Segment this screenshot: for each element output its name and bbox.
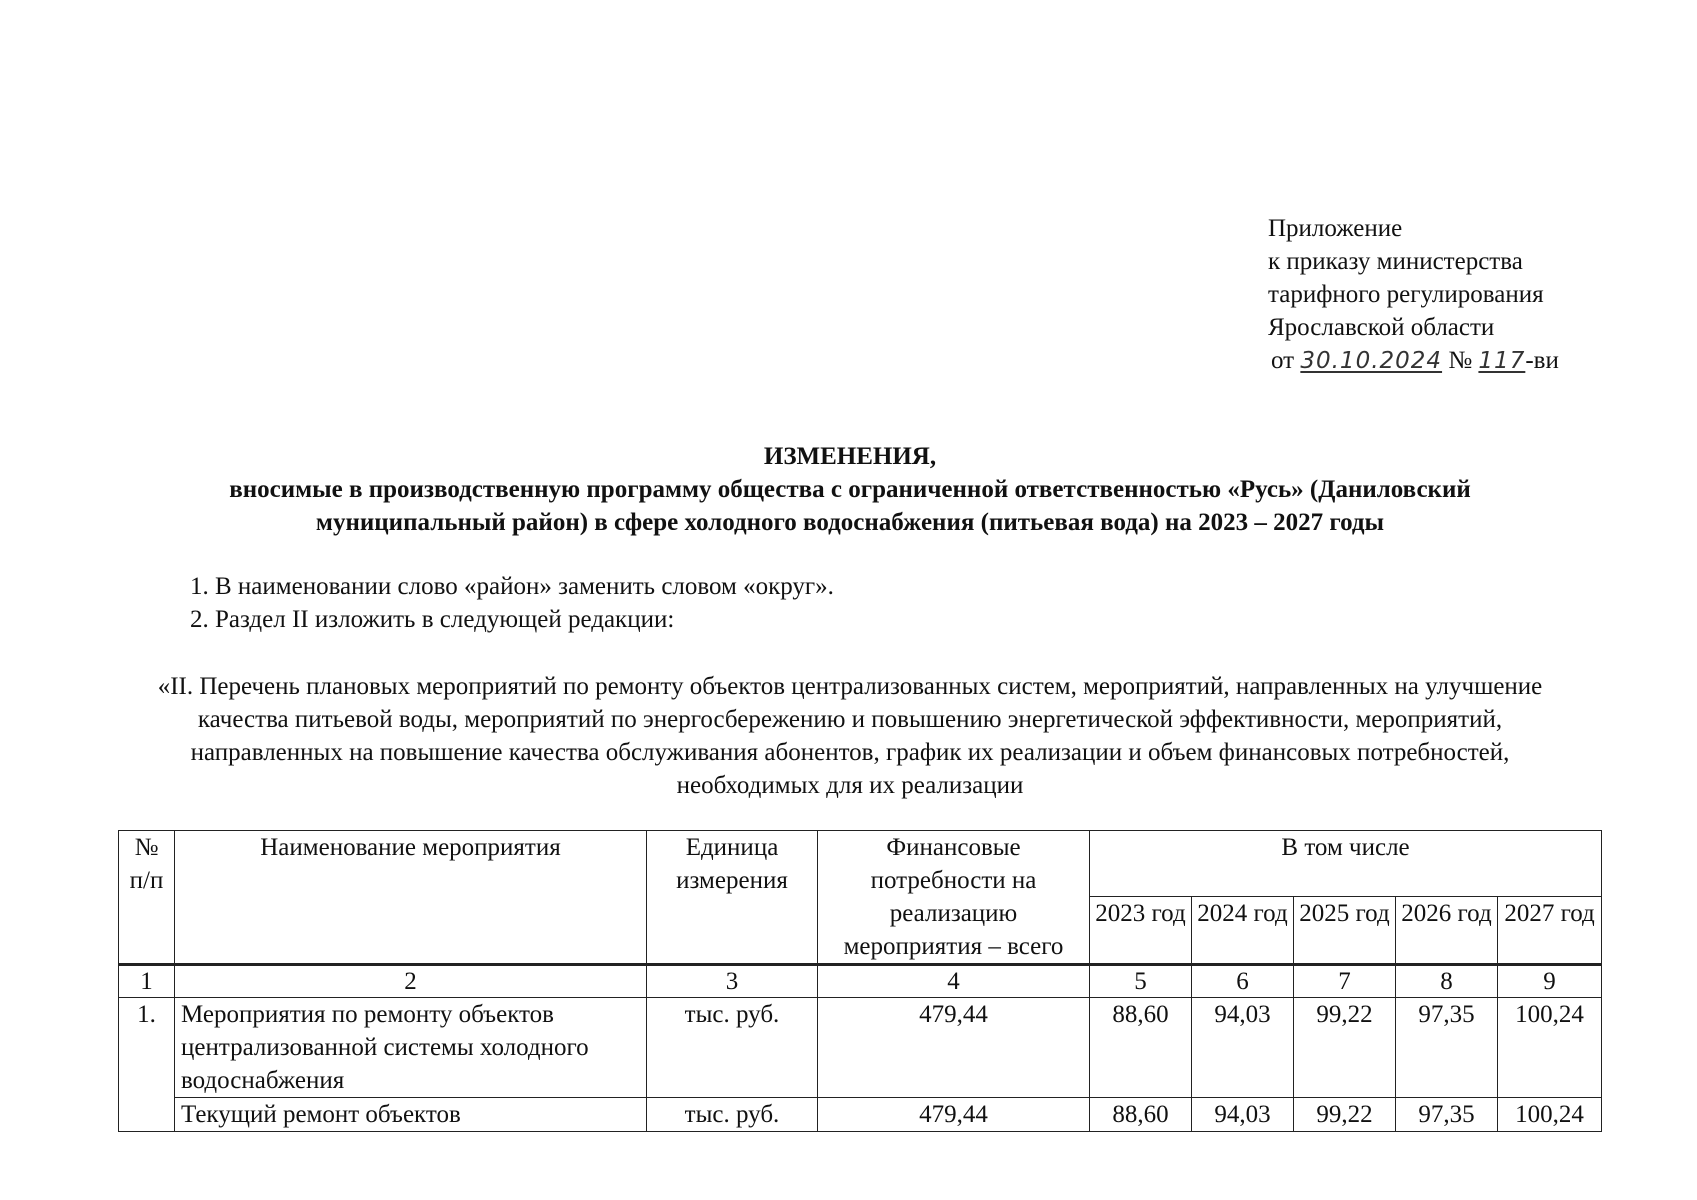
header-total: Финансовые потребности на реализацию мероприятия – всего — [818, 831, 1090, 965]
appendix-line: к приказу министерства — [1268, 248, 1523, 275]
order-number: 117 — [1478, 348, 1526, 374]
column-number: 9 — [1498, 965, 1602, 998]
table-header-row — [119, 831, 1602, 897]
header-name: Наименование мероприятия — [175, 831, 647, 965]
measures-table — [118, 830, 1602, 1132]
column-number: 8 — [1396, 965, 1498, 998]
header-year: 2026 год — [1396, 897, 1498, 965]
appendix-line: тарифного регулирования — [1268, 281, 1544, 308]
title-subtitle: вносимые в производственную программу общества с ограниченной ответственностью «Русь» (Даниловский муниципальный район) в сфере холодного водоснабжения (питьевая вода) на 2023 – 2027 годы — [229, 476, 1471, 536]
change-item: 2. Раздел II изложить в следующей редакции: — [190, 606, 675, 633]
row-total: 479,44 — [818, 998, 1090, 1098]
row-name: Мероприятия по ремонту объектов централизованной системы холодного водоснабжения — [175, 998, 647, 1098]
row-value: 94,03 — [1192, 998, 1294, 1098]
header-year: 2024 год — [1192, 897, 1294, 965]
date-prefix: от — [1271, 347, 1295, 374]
column-number: 4 — [818, 965, 1090, 998]
change-items — [190, 570, 834, 636]
order-date: 30.10.2024 — [1300, 348, 1443, 374]
appendix-block — [1268, 212, 1559, 378]
row-unit: тыс. руб. — [647, 998, 818, 1098]
header-year: 2025 год — [1294, 897, 1396, 965]
row-value: 88,60 — [1090, 998, 1192, 1098]
row-value: 99,22 — [1294, 998, 1396, 1098]
row-value: 99,22 — [1294, 1098, 1396, 1132]
row-name: Текущий ремонт объектов — [175, 1098, 647, 1132]
row-total: 479,44 — [818, 1098, 1090, 1132]
column-number: 2 — [175, 965, 647, 998]
column-number: 6 — [1192, 965, 1294, 998]
row-value: 97,35 — [1396, 1098, 1498, 1132]
header-unit: Единица измерения — [647, 831, 818, 965]
section-heading: «II. Перечень плановых мероприятий по ремонту объектов централизованных систем, мероприятий, направленных на улучшение качества питьевой воды, мероприятий по энергосбережению и повышению энергетической эффективности, мероприятий, направленных на повышение качества обслуживания абонентов, график их реализации и объем финансовых потребностей, необходимых для их реализации — [157, 673, 1543, 799]
row-num: 1. — [119, 998, 175, 1132]
order-date-line — [1268, 344, 1559, 378]
header-year: 2027 год — [1498, 897, 1602, 965]
row-value: 94,03 — [1192, 1098, 1294, 1132]
number-sign: № — [1448, 347, 1473, 374]
column-number: 5 — [1090, 965, 1192, 998]
table-row — [119, 1098, 1602, 1132]
row-value: 100,24 — [1498, 1098, 1602, 1132]
appendix-line: Ярославской области — [1268, 314, 1495, 341]
column-number: 1 — [119, 965, 175, 998]
header-year: 2023 год — [1090, 897, 1192, 965]
column-number: 7 — [1294, 965, 1396, 998]
column-number-row — [119, 965, 1602, 998]
row-unit: тыс. руб. — [647, 1098, 818, 1132]
title-main: ИЗМЕНЕНИЯ, — [763, 443, 937, 470]
document-title — [120, 440, 1580, 539]
number-suffix: -ви — [1525, 347, 1559, 374]
column-number: 3 — [647, 965, 818, 998]
header-including: В том числе — [1090, 831, 1602, 897]
appendix-line: Приложение — [1268, 215, 1403, 242]
header-num: № п/п — [119, 831, 175, 965]
row-value: 97,35 — [1396, 998, 1498, 1098]
table-row — [119, 998, 1602, 1098]
row-value: 100,24 — [1498, 998, 1602, 1098]
change-item: 1. В наименовании слово «район» заменить словом «округ». — [190, 573, 834, 600]
row-value: 88,60 — [1090, 1098, 1192, 1132]
